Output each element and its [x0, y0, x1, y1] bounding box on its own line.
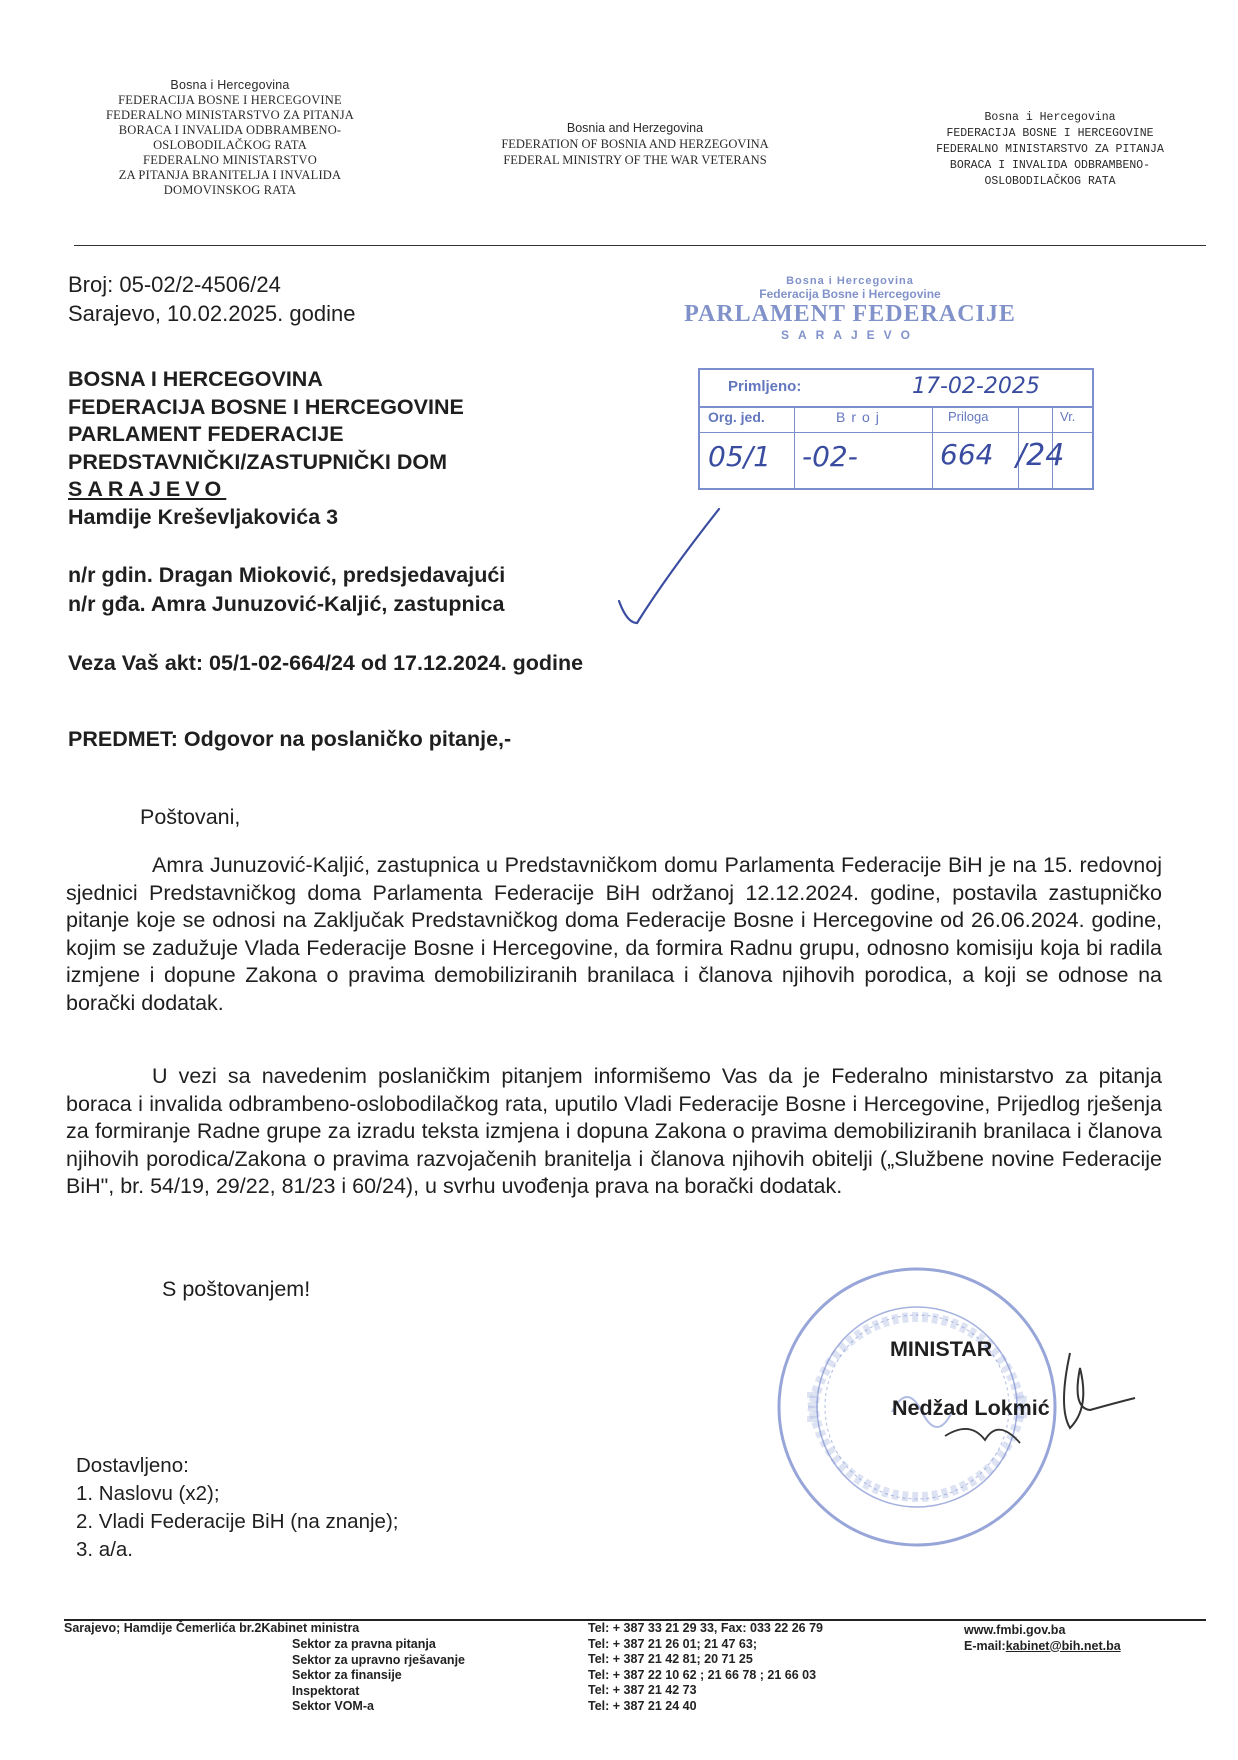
footer-sector: Sektor VOM-a	[292, 1699, 374, 1713]
letterhead-left-line: ZA PITANJA BRANITELJA I INVALIDA	[118, 168, 342, 182]
footer-sector: Inspektorat	[292, 1683, 360, 1698]
footer-sector: Sektor za pravna pitanja	[292, 1637, 436, 1651]
letterhead-left-line: FEDERACIJA BOSNE I HERCEGOVINE	[118, 93, 342, 107]
minister-name: Nedžad Lokmić	[892, 1396, 1050, 1420]
letterhead-middle-line: FEDERATION OF BOSNIA AND HERZEGOVINA	[501, 137, 769, 151]
stamp-val-org: 05/1	[708, 440, 771, 473]
letterhead-right	[880, 110, 1220, 190]
stamp-line: Bosna i Hercegovina	[786, 275, 914, 287]
stamp-row-columns	[700, 406, 1092, 433]
closing: S poštovanjem!	[162, 1277, 311, 1301]
document-number: Broj: 05-02/2-4506/24	[68, 272, 281, 297]
recipient-address: Hamdije Kreševljakovića 3	[68, 504, 339, 529]
letterhead-right-line: OSLOBODILAČKOG RATA	[984, 175, 1116, 188]
distribution-item: 3. a/a.	[76, 1538, 133, 1561]
document-meta	[68, 270, 355, 328]
greeting: Poštovani,	[140, 805, 241, 829]
stamp-received-label: Primljeno:	[728, 378, 802, 395]
body-paragraph: U vezi sa navedenim poslaničkim pitanjem informišemo Vas da je Federalno ministarstvo za pitanja boraca i invalida odbrambeno-oslobodilačkog rata, uputilo Vladi Federacije Bosne i Hercegovine, Prijedlog rješenja za formiranje Radne grupe za izradu teksta izmjena i dopuna Zakona o pravima demobiliziranih branilaca i članova njihovih porodica/Zakona o pravima razvojačenih branitelja i članova njihovih obitelji („Službene novine Federacije BiH", br. 54/19, 29/22, 81/23 i 60/24), u svrhu uvođenja prava na borački dodatak.	[66, 1064, 1162, 1198]
stamp-divider	[794, 406, 795, 488]
stamp-line: Federacija Bosne i Hercegovine	[759, 287, 941, 301]
stamp-val-vr: /24	[1016, 438, 1065, 473]
footer-sectors	[292, 1637, 465, 1715]
letterhead-left-line: DOMOVINSKOG RATA	[163, 183, 297, 197]
letterhead-left	[60, 78, 400, 198]
letterhead-right-line: FEDERALNO MINISTARSTVO ZA PITANJA	[936, 143, 1164, 156]
footer-contact	[964, 1623, 1121, 1654]
reference-line: Veza Vaš akt: 05/1-02-664/24 od 17.12.2024. godine	[68, 651, 584, 675]
recipient-block	[68, 366, 464, 531]
stamp-divider	[932, 406, 933, 488]
check-mark-icon	[615, 505, 725, 630]
footer-phone: Tel: + 387 21 26 01; 21 47 63;	[588, 1636, 757, 1651]
stamp-col-broj: Broj	[836, 409, 885, 425]
header-divider	[74, 245, 1206, 246]
letterhead-middle-line: FEDERAL MINISTRY OF THE WAR VETERANS	[503, 153, 767, 167]
received-stamp-table	[698, 368, 1094, 490]
footer-phones	[588, 1621, 823, 1714]
footer-phone: Tel: + 387 33 21 29 33, Fax: 033 22 26 79	[588, 1621, 824, 1635]
distribution-item: 2. Vladi Federacije BiH (na znanje);	[76, 1510, 399, 1533]
letterhead-right-line: FEDERACIJA BOSNE I HERCEGOVINE	[946, 127, 1154, 140]
footer-email-label: E-mail:	[964, 1638, 1006, 1653]
letterhead-left-line: OSLOBODILAČKOG RATA	[153, 138, 307, 152]
recipient-city: SARAJEVO	[68, 477, 227, 501]
recipient-line: PARLAMENT FEDERACIJE	[68, 422, 344, 446]
document-place-date: Sarajevo, 10.02.2025. godine	[68, 301, 356, 326]
stamp-col-vr: Vr.	[1060, 409, 1076, 424]
letterhead-left-line: FEDERALNO MINISTARSTVO ZA PITANJA	[105, 108, 354, 122]
stamp-col-prilog: Priloga	[948, 409, 989, 424]
attention-block	[68, 561, 505, 619]
stamp-col-org: Org. jed.	[708, 409, 765, 425]
recipient-line: BOSNA I HERCEGOVINA	[68, 367, 323, 391]
distribution-block	[76, 1452, 398, 1564]
signature-icon	[940, 1348, 1140, 1468]
stamp-line: PARLAMENT FEDERACIJE	[684, 301, 1016, 327]
attention-line: n/r gđa. Amra Junuzović-Kaljić, zastupnica	[68, 592, 505, 616]
stamp-received-date: 17-02-2025	[912, 374, 1040, 399]
attention-line: n/r gdin. Dragan Mioković, predsjedavajući	[68, 563, 506, 587]
footer-website[interactable]: www.fmbi.gov.ba	[964, 1623, 1066, 1637]
letterhead-left-line: FEDERALNO MINISTARSTVO	[143, 153, 317, 167]
footer-phone: Tel: + 387 21 42 81; 20 71 25	[588, 1652, 753, 1666]
minister-title: MINISTAR	[890, 1337, 993, 1361]
footer-phone: Tel: + 387 21 24 40	[588, 1698, 697, 1713]
stamp-val-broj: -02-	[802, 440, 858, 473]
footer-phone: Tel: + 387 22 10 62 ; 21 66 78 ; 21 66 03	[588, 1667, 817, 1682]
body-paragraph: Amra Junuzović-Kaljić, zastupnica u Predstavničkom domu Parlamenta Federacije BiH je na 15. redovnoj sjednici Predstavničkog doma Parlamenta Federacije BiH održanoj 12.12.2024. godine, postavila zastupničko pitanje koje se odnosi na Zaključak Predstavničkog doma Federacije Bosne i Hercegovine od 26.06.2024. godine, kojim se zadužuje Vlada Federacije Bosne i Hercegovine, da formira Radnu grupu, odnosno komisiju koja bi radila izmjene i dopune Zakona o pravima demobiliziranih branilaca i članova njihovih porodica, a koji se odnose na borački dodatak.	[66, 853, 1162, 1015]
footer-email-link[interactable]: kabinet@bih.net.ba	[1005, 1638, 1121, 1653]
letterhead-middle-line: Bosnia and Herzegovina	[566, 121, 704, 135]
received-stamp-header	[640, 275, 1060, 342]
stamp-val-prilog: 664	[940, 438, 994, 471]
letterhead-left-line: BORACA I INVALIDA ODBRAMBENO-	[118, 123, 342, 137]
footer-sector: Sektor za finansije	[292, 1668, 402, 1682]
letterhead-right-line: Bosna i Hercegovina	[984, 111, 1116, 124]
subject-line: PREDMET: Odgovor na poslaničko pitanje,-	[68, 727, 512, 751]
distribution-item: 1. Naslovu (x2);	[76, 1482, 220, 1505]
letterhead-middle	[460, 120, 810, 168]
letterhead-right-line: BORACA I INVALIDA ODBRAMBENO-	[949, 159, 1151, 172]
footer-address: Sarajevo; Hamdije Čemerlića br.2Kabinet ministra	[64, 1621, 360, 1635]
footer-sector: Sektor za upravno rješavanje	[292, 1652, 465, 1667]
recipient-line: FEDERACIJA BOSNE I HERCEGOVINE	[68, 394, 464, 419]
stamp-line: SARAJEVO	[780, 328, 920, 342]
recipient-line: PREDSTAVNIČKI/ZASTUPNIČKI DOM	[68, 449, 448, 474]
distribution-heading: Dostavljeno:	[76, 1454, 189, 1477]
stamp-row-received	[700, 370, 1092, 408]
letterhead-left-line: Bosna i Hercegovina	[170, 78, 290, 92]
footer-phone: Tel: + 387 21 42 73	[588, 1683, 697, 1697]
